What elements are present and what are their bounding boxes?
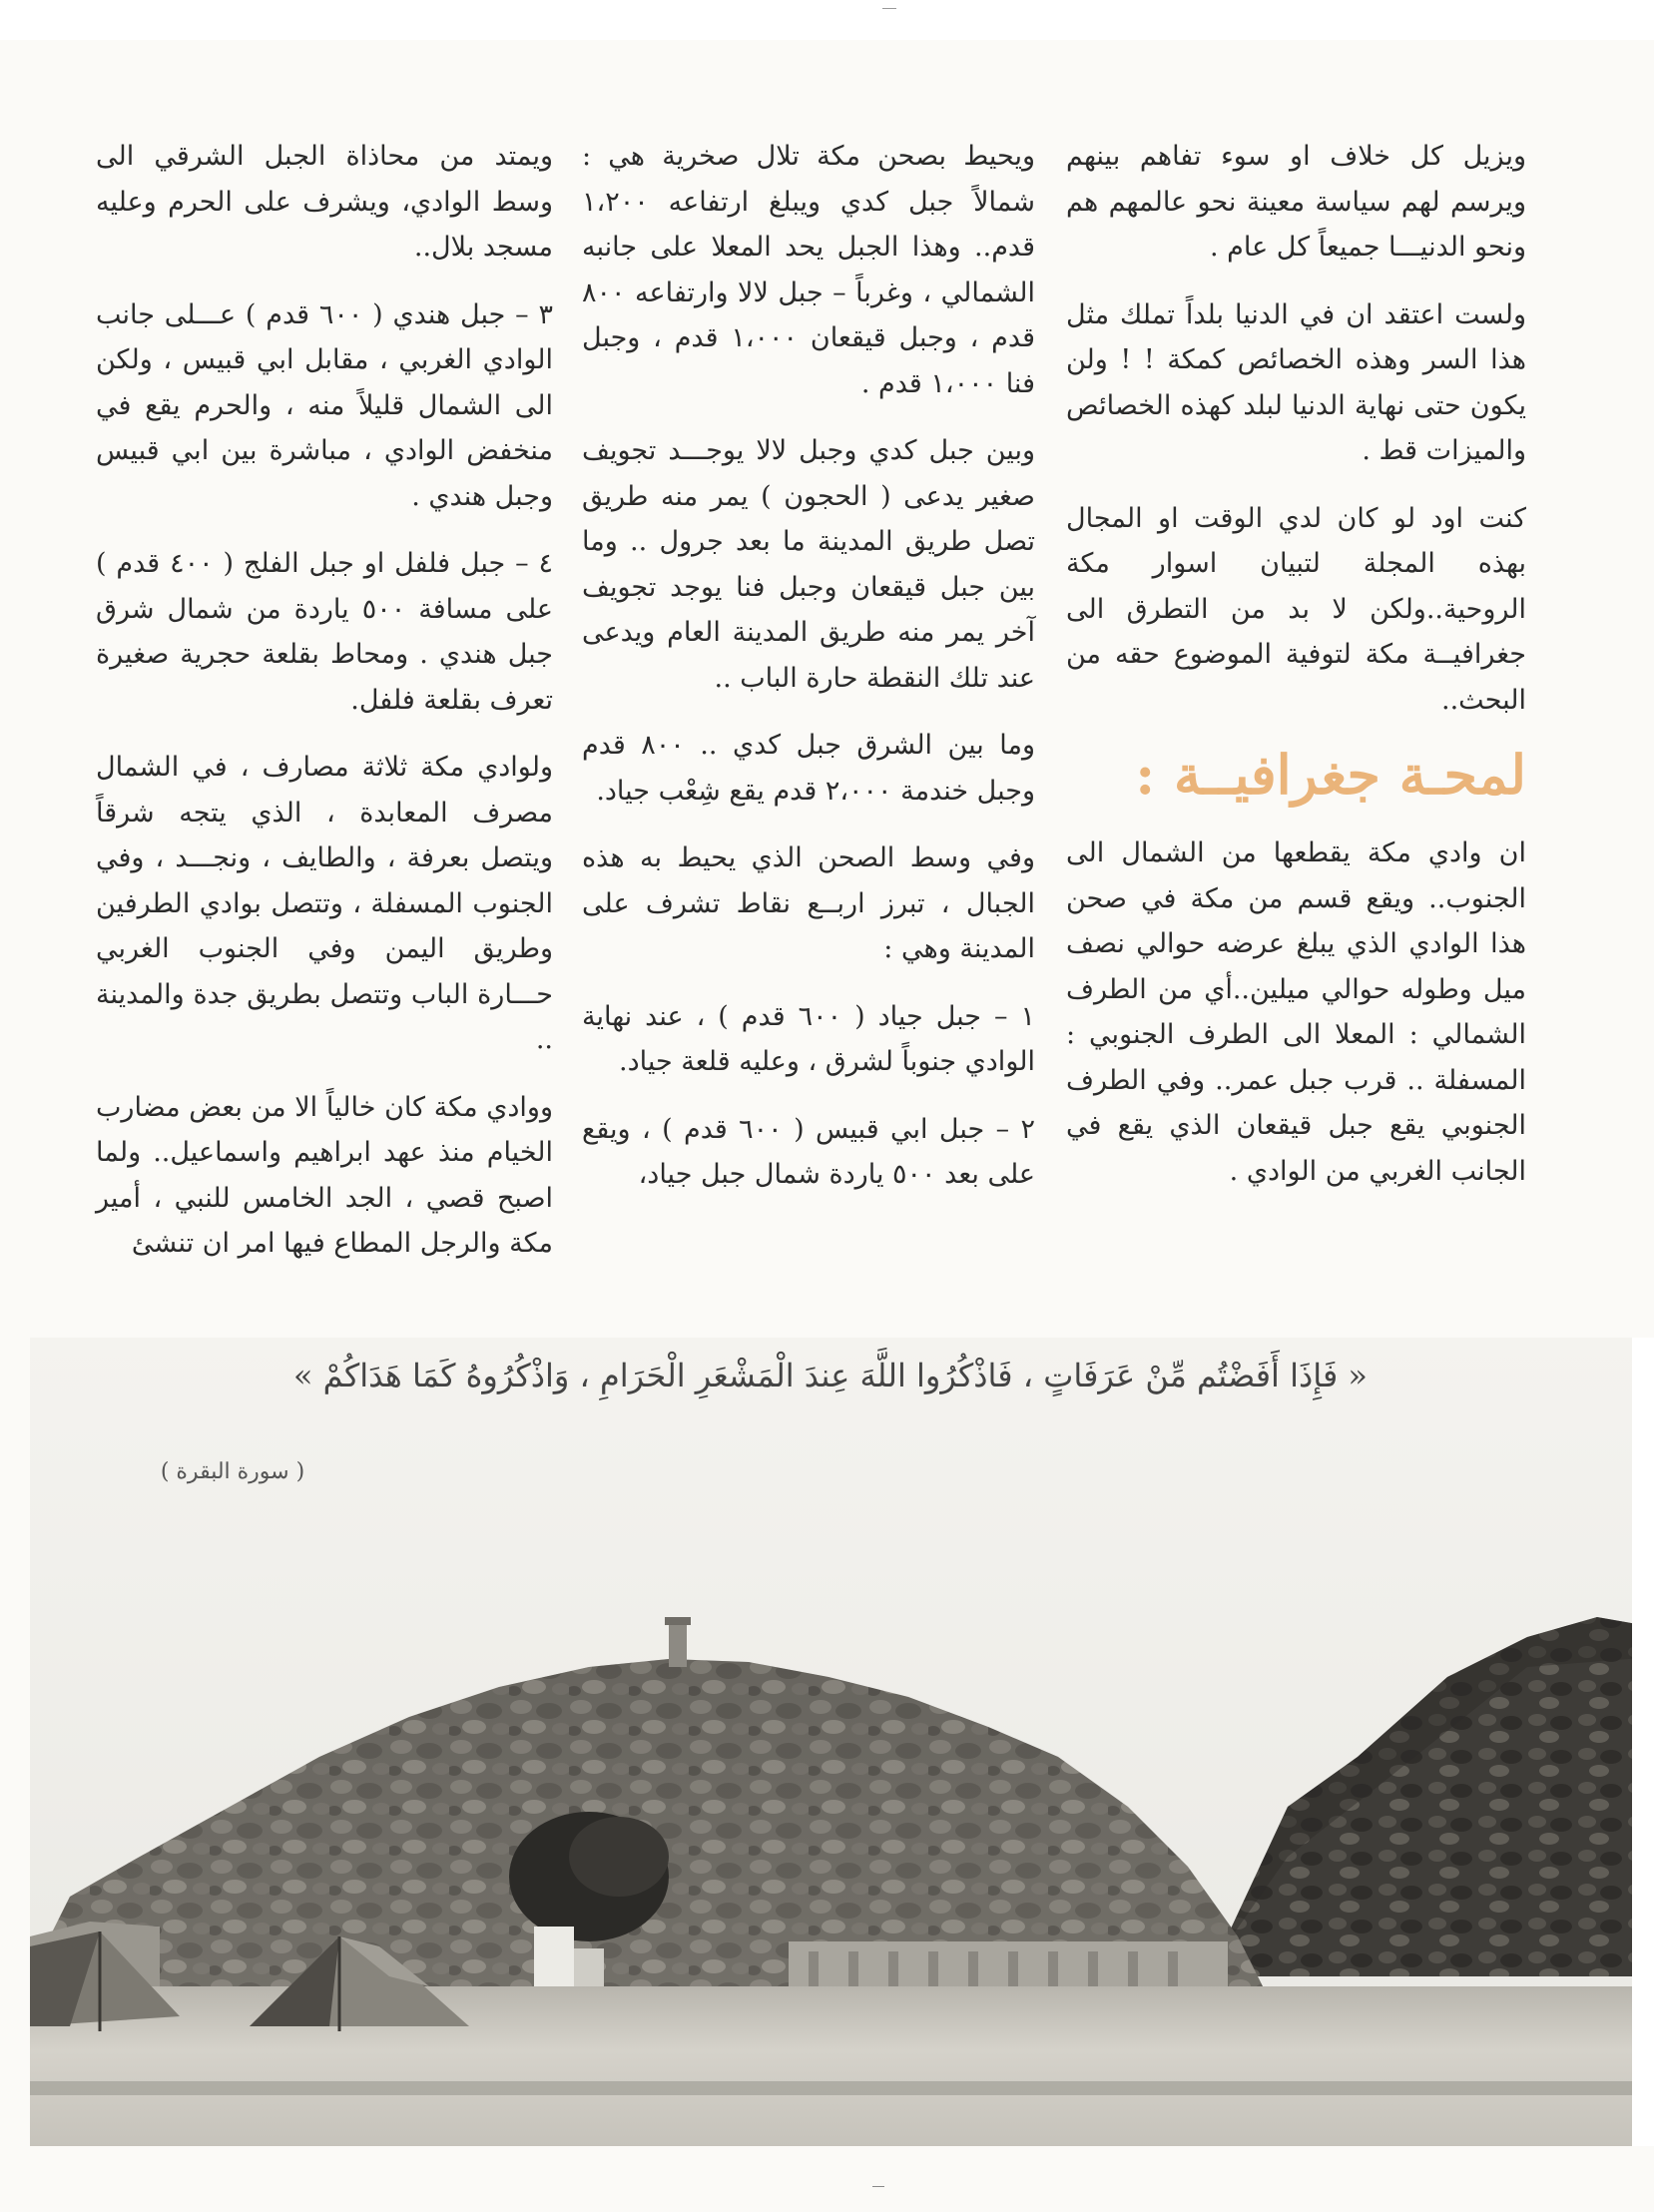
page-mark [882, 8, 896, 9]
paragraph: ووادي مكة كان خالياً الا من بعض مضارب الخيام منذ عهد ابراهيم واسماعيل.. ولما اصبح قصي ، الجد الخامس للنبي ، أمير مكة والرجل المطاع فيها امر ان تنشئ [96, 1091, 553, 1259]
column-right [1066, 134, 1526, 1216]
paragraph: ٢ – جبل ابي قبيس ( ٦٠٠ قدم ) ، ويقع على بعد ٥٠٠ ياردة شمال جبل جياد، [582, 1113, 1035, 1190]
paragraph: ١ – جبل جياد ( ٦٠٠ قدم ) ، عند نهاية الوادي جنوباً لشرق ، وعليه قلعة جياد. [582, 1000, 1035, 1077]
paragraph: كنت اود لو كان لدي الوقت او المجال بهذه المجلة لتبيان اسوار مكة الروحية..ولكن لا بد من التطرق الى جغرافيــة مكة لتوفية الموضوع حقه من البحث.. [1066, 502, 1527, 716]
paragraph: ولوادي مكة ثلاثة مصارف ، في الشمال مصرف المعابدة ، الذي يتجه شرقاً ويتصل بعرفة ، والطايف ، ونجـــد ، وفي الجنوب المسفلة ، وتتصل بوادي الطرفين وطريق اليمن وفي الجنوب الغربي حـــارة الباب وتتصل بطريق جدة والمدينة .. [96, 752, 553, 1055]
paragraph: وبين جبل كدي وجبل لالا يوجـــد تجويف صغير يدعى ( الحجون ) يمر منه طريق تصل طريق المدينة ما بعد جرول .. وما بين جبل قيقعان وجبل فنا يوجد تجويف آخر يمر منه طريق المدينة العام ويدعى عند تلك النقطة حارة الباب .. [582, 435, 1035, 694]
column-middle [582, 134, 1035, 1220]
paragraph: ويمتد من محاذاة الجبل الشرقي الى وسط الوادي، ويشرف على الحرم وعليه مسجد بلال.. [96, 141, 553, 263]
paragraph: ان وادي مكة يقطعها من الشمال الى الجنوب.. ويقع قسم من مكة في صحن هذا الوادي الذي يبلغ عرضه حوالي نصف ميل وطوله حوالي ميلين..أي من الطرف الشمالي : المعلا الى الطرف الجنوبي : المسفلة .. قرب جبل عمر.. وفي الطرف الجنوبي يقع جبل قيقعان الذي يقع في الجانب الغربي من الوادي . [1066, 837, 1526, 1187]
top-margin [0, 0, 1654, 40]
quote-source: ( سورة البقرة ) [160, 1459, 305, 1484]
paragraph: وما بين الشرق جبل كدي .. ٨٠٠ قدم وجبل خندمة ٢،٠٠٠ قدم يقع شِعْب جياد. [582, 730, 1035, 807]
page-mark [872, 2186, 884, 2187]
paragraph: ويحيط بصحن مكة تلال صخرية هي : شمالاً جبل كدي ويبلغ ارتفاعه ١،٢٠٠ قدم.. وهذا الجبل يحد المعلا على جانبه الشمالي ، وغرباً – جبل لالا وارتفاعه ٨٠٠ قدم ، وجبل قيقعان ١،٠٠٠ قدم ، وجبل فنا ١،٠٠٠ قدم . [582, 141, 1035, 399]
paragraph: ويزيل كل خلاف او سوء تفاهم بينهم ويرسم لهم سياسة معينة نحو عالمهم هم ونحو الدنيـــا جميعاً كل عام . [1066, 141, 1526, 263]
column-left [96, 134, 553, 1289]
section-heading: لمحـة جغرافيــة : [1135, 743, 1526, 807]
paragraph: ولست اعتقد ان في الدنيا بلداً تملك مثل هذا السر وهذه الخصائص كمكة ! ! ولن يكون حتى نهاية الدنيا لبلد كهذه الخصائص والميزات قط . [1066, 298, 1526, 466]
quran-quote: « فَإِذَا أَفَضْتُم مِّنْ عَرَفَاتٍ ، فَاذْكُرُوا اللَّهَ عِندَ الْمَشْعَرِ الْحَرَامِ ، وَاذْكُرُوهُ كَمَا هَدَاكُمْ » [292, 1357, 1368, 1394]
paragraph: ٤ – جبل فلفل او جبل الفلج ( ٤٠٠ قدم ) على مسافة ٥٠٠ ياردة من شمال شرق جبل هندي . ومحاط بقلعة حجرية صغيرة تعرف بقلعة فلفل. [96, 548, 553, 716]
paragraph: وفي وسط الصحن الذي يحيط به هذه الجبال ، تبرز اربــع نقاط تشرف على المدينة وهي : [582, 842, 1035, 964]
paragraph: ٣ – جبل هندي ( ٦٠٠ قدم ) عـــلى جانب الوادي الغربي ، مقابل ابي قبيس ، ولكن الى الشمال قليلاً منه ، والحرم يقع في منخفض الوادي ، مباشرة بين ابي قبيس وجبل هندي . [96, 298, 553, 512]
